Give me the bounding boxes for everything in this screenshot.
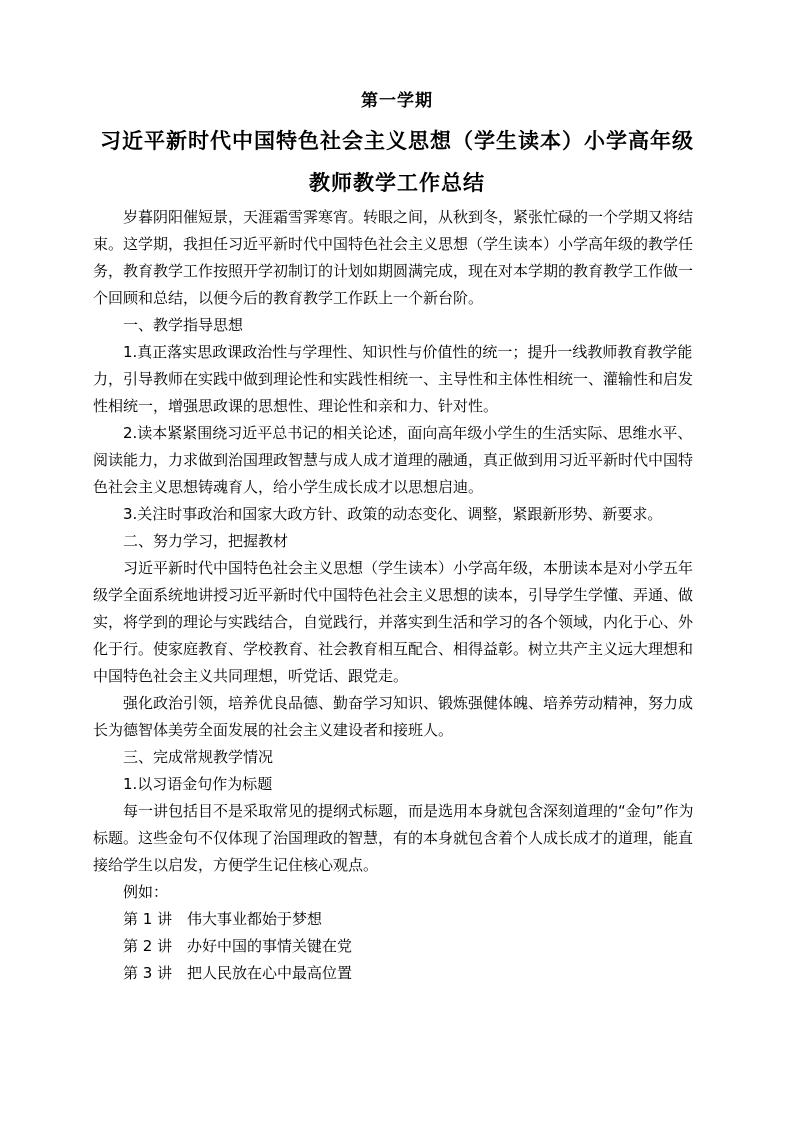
semester-heading: 第一学期 — [361, 91, 433, 111]
lecture-title: 办好中国的事情关键在党 — [187, 937, 353, 955]
document-title-line-1: 习近平新时代中国特色社会主义思想（学生读本）小学高年级 — [100, 129, 694, 153]
lecture-number: 第 2 讲 — [123, 937, 173, 955]
lecture-title: 伟大事业都始于梦想 — [187, 910, 323, 928]
lecture-number: 第 3 讲 — [123, 964, 173, 982]
routine-teaching-item-1: 1.以习语金句作为标题 — [123, 775, 273, 793]
example-label: 例如： — [123, 883, 169, 901]
guiding-thought-item-1: 1.真正落实思政课政治性与学理性、知识性与价值性的统一；提升一线教师教育教学能力，引导教师在实践中做到理论性和实践性相统一、主导性和主体性相统一、灌输性和启发性相统一，增强思政课的思想性、理论性和亲和力、针对性。 — [93, 343, 694, 415]
lecture-item — [93, 933, 705, 960]
guiding-thought-item-3: 3.关注时事政治和国家大政方针、政策的动态变化、调整，紧跟新形势、新要求。 — [123, 505, 663, 523]
document-title-line-2: 教师教学工作总结 — [309, 171, 485, 195]
study-textbook-paragraph-1: 习近平新时代中国特色社会主义思想（学生读本）小学高年级，本册读本是对小学五年级学全面系统地讲授习近平新时代中国特色社会主义思想的读本，引导学生学懂、弄通、做实，将学到的理论与实践结合，自觉践行，并落实到生活和学习的各个领域，内化于心、外化于行。使家庭教育、学校教育、社会教育相互配合、相得益彰。树立共产主义远大理想和中国特色社会主义共同理想，听党话、跟党走。 — [93, 559, 694, 685]
document-body — [93, 204, 705, 987]
routine-teaching-paragraph: 每一讲包括目不是采取常见的提纲式标题，而是选用本身就包含深刻道理的“金句”作为标题。这些金句不仅体现了治国理政的智慧，有的本身就包含着个人成长成才的道理，能直接给学生以启发，方便学生记住核心观点。 — [93, 802, 694, 874]
lecture-item — [93, 906, 705, 933]
lecture-number: 第 1 讲 — [123, 910, 173, 928]
study-textbook-paragraph-2: 强化政治引领，培养优良品德、勤奋学习知识、锻炼强健体魄、培养劳动精神，努力成长为德智体美劳全面发展的社会主义建设者和接班人。 — [93, 694, 694, 739]
lecture-item — [93, 960, 705, 987]
section-heading-routine-teaching: 三、完成常规教学情况 — [123, 748, 274, 766]
guiding-thought-item-2: 2.读本紧紧围绕习近平总书记的相关论述，面向高年级小学生的生活实际、思维水平、阅读能力，力求做到治国理政智慧与成人成才道理的融通，真正做到用习近平新时代中国特色社会主义思想铸魂育人，给小学生成长成才以思想启迪。 — [93, 424, 694, 496]
section-heading-study-textbook: 二、努力学习，把握教材 — [123, 532, 289, 550]
section-heading-guiding-thought: 一、教学指导思想 — [123, 316, 244, 334]
lecture-title: 把人民放在心中最高位置 — [187, 964, 353, 982]
intro-paragraph: 岁暮阴阳催短景，天涯霜雪霁寒宵。转眼之间，从秋到冬，紧张忙碌的一个学期又将结束。这学期，我担任习近平新时代中国特色社会主义思想（学生读本）小学高年级的教学任务，教育教学工作按照开学初制订的计划如期圆满完成，现在对本学期的教育教学工作做一个回顾和总结，以便今后的教育教学工作跃上一个新台阶。 — [93, 208, 694, 307]
